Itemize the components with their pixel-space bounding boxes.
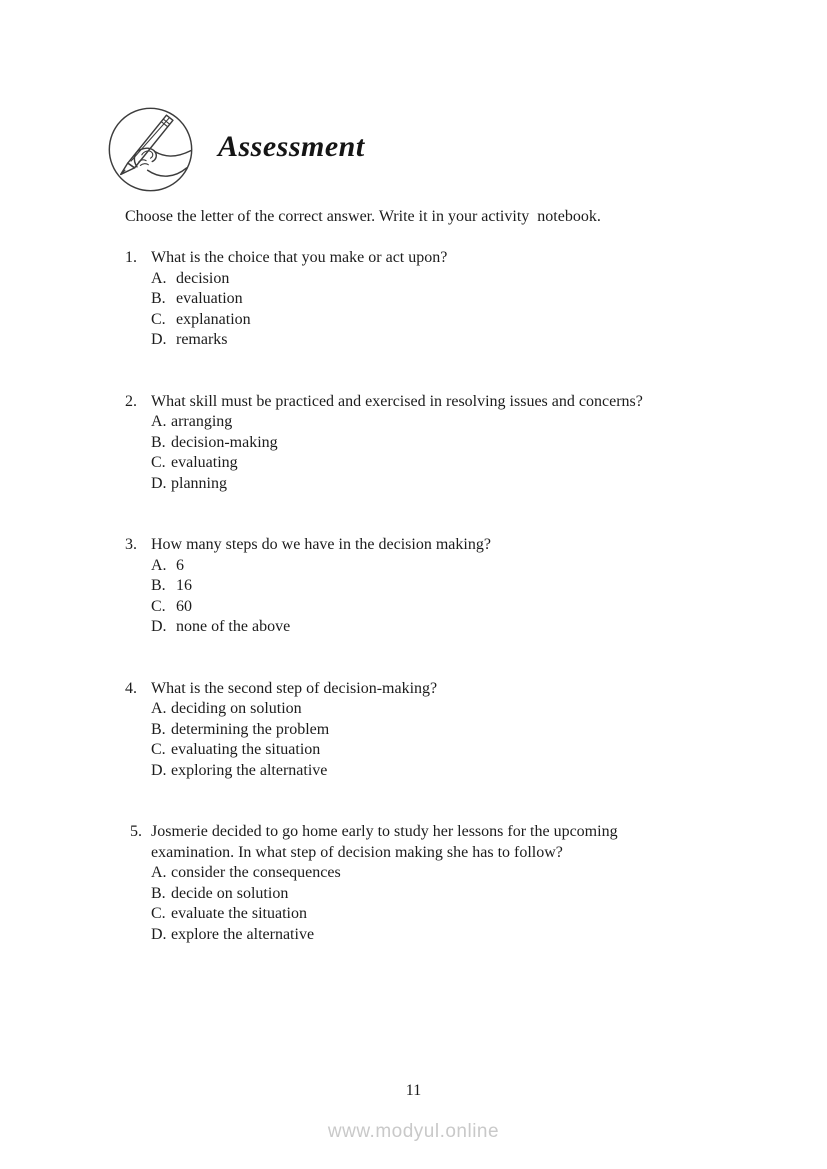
question-text: What skill must be practiced and exercised in resolving issues and concerns?	[151, 392, 643, 410]
option-text: 60	[176, 597, 192, 615]
instruction-text: Choose the letter of the correct answer. Write it in your activity notebook.	[125, 208, 601, 225]
question-item	[125, 822, 705, 945]
option-item	[151, 269, 671, 290]
option-item	[151, 556, 671, 577]
option-item	[151, 863, 671, 884]
option-text: remarks	[176, 331, 228, 348]
option-letter: B.	[151, 720, 166, 738]
option-letter: D.	[151, 925, 167, 943]
option-letter: C.	[151, 741, 166, 758]
option-text: none of the above	[176, 618, 291, 635]
option-letter: D.	[151, 618, 167, 635]
option-item	[151, 310, 671, 331]
question-number: 2.	[125, 392, 137, 410]
option-text: planning	[171, 474, 227, 492]
option-text: deciding on solution	[171, 700, 302, 717]
option-text: exploring the alternative	[171, 761, 328, 779]
option-text: decision-making	[171, 433, 278, 451]
question-text: How many steps do we have in the decision making?	[151, 536, 491, 553]
option-letter: A.	[151, 413, 167, 430]
option-text: explanation	[176, 310, 251, 328]
option-text: evaluating the situation	[171, 741, 321, 758]
option-letter: D.	[151, 331, 167, 348]
option-item	[151, 474, 671, 495]
option-letter: B.	[151, 577, 166, 594]
option-text: decision	[176, 269, 230, 287]
option-letter: B.	[151, 290, 166, 307]
option-item	[151, 433, 671, 454]
option-item	[151, 617, 671, 638]
option-text: arranging	[171, 413, 233, 430]
option-item	[151, 699, 671, 720]
option-text: evaluating	[171, 454, 238, 471]
option-item	[151, 289, 671, 310]
option-item	[151, 720, 671, 741]
option-letter: B.	[151, 433, 166, 451]
question-item	[125, 679, 705, 782]
option-item	[151, 884, 671, 905]
option-letter: D.	[151, 761, 167, 779]
option-letter: C.	[151, 454, 166, 471]
watermark: www.modyul.online	[327, 1121, 500, 1142]
option-letter: C.	[151, 905, 166, 922]
option-letter: C.	[151, 310, 166, 328]
question-number: 4.	[125, 679, 137, 697]
option-text: decide on solution	[171, 884, 289, 902]
option-item	[151, 925, 671, 946]
question-text: What is the choice that you make or act upon?	[151, 249, 448, 266]
option-letter: A.	[151, 269, 167, 287]
option-item	[151, 740, 671, 761]
option-letter: D.	[151, 474, 167, 492]
question-item	[125, 535, 705, 638]
option-item	[151, 412, 671, 433]
option-item	[151, 761, 671, 782]
option-letter: B.	[151, 884, 166, 902]
question-item	[125, 392, 705, 495]
option-item	[151, 330, 671, 351]
option-item	[151, 453, 671, 474]
option-item	[151, 576, 671, 597]
question-number: 5.	[130, 823, 142, 840]
question-text: Josmerie decided to go home early to study her lessons for the upcoming examination. In what step of decision making she has to follow?	[151, 823, 618, 861]
page-title: Assessment	[218, 130, 365, 163]
option-letter: A.	[151, 700, 167, 717]
question-number: 3.	[125, 536, 137, 553]
assessment-content	[125, 207, 705, 945]
question-item	[125, 248, 705, 351]
option-text: explore the alternative	[171, 925, 315, 943]
option-letter: A.	[151, 556, 167, 574]
option-text: consider the consequences	[171, 864, 341, 881]
option-item	[151, 904, 671, 925]
option-text: 16	[176, 577, 192, 594]
question-number: 1.	[125, 249, 137, 266]
option-letter: A.	[151, 864, 167, 881]
option-text: evaluate the situation	[171, 905, 307, 922]
question-text: What is the second step of decision-making?	[151, 679, 438, 697]
option-letter: C.	[151, 597, 166, 615]
option-text: evaluation	[176, 290, 243, 307]
option-text: 6	[176, 556, 184, 574]
writing-hand-icon	[107, 106, 194, 193]
page-number: 11	[405, 1082, 422, 1099]
option-item	[151, 597, 671, 618]
option-text: determining the problem	[171, 720, 330, 738]
